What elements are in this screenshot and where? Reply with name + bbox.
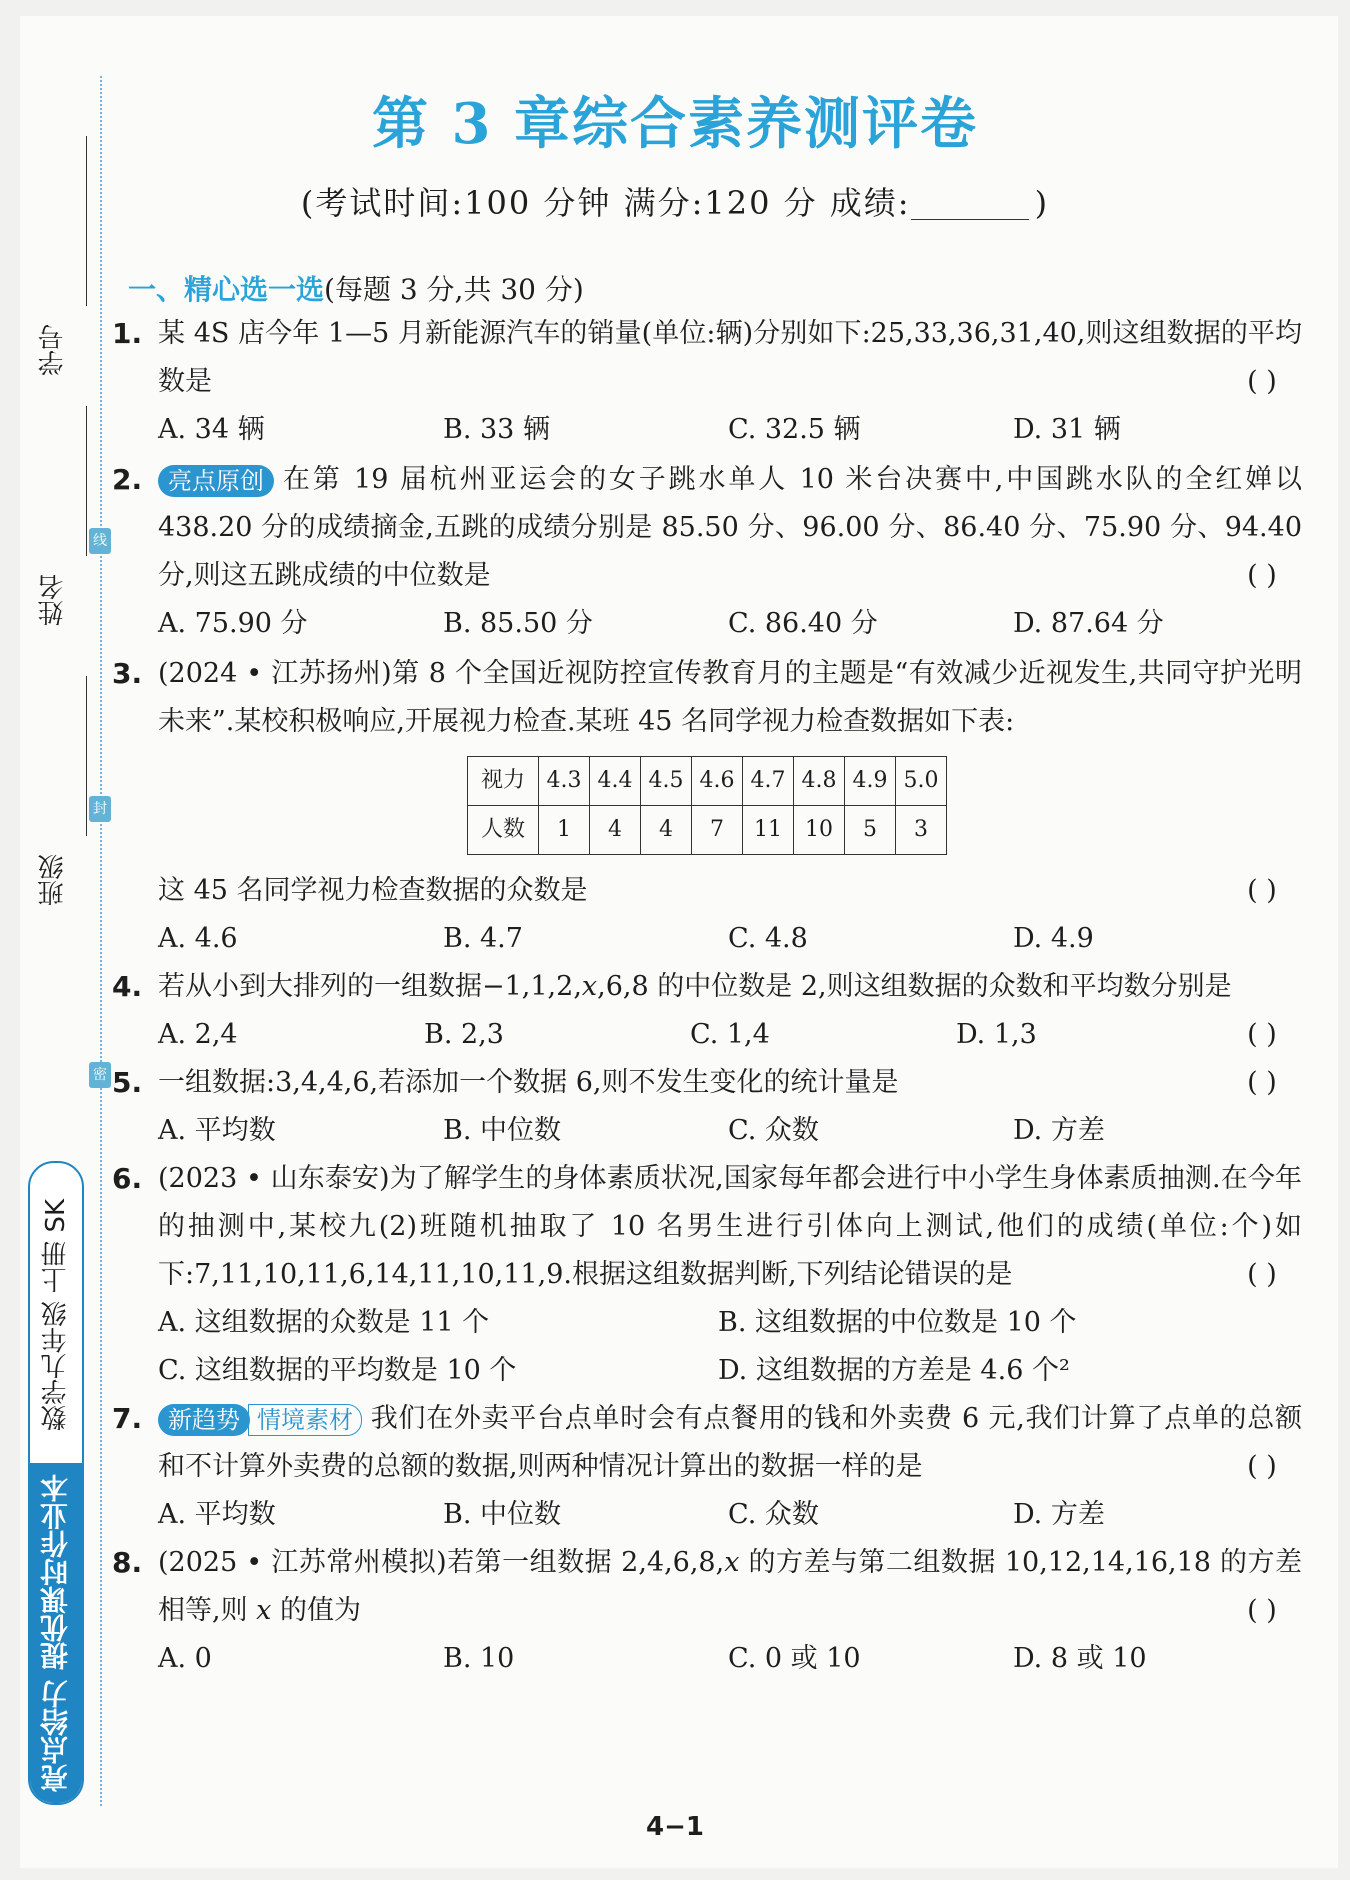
table-cell: 4.6 — [692, 757, 743, 806]
option-a[interactable]: A. 75.90 分 — [158, 608, 308, 639]
question-2 — [112, 456, 1302, 648]
table-row — [468, 757, 947, 806]
question-number: 6. — [112, 1162, 143, 1195]
option-c[interactable]: C. 这组数据的平均数是 10 个 — [158, 1355, 517, 1386]
table-cell: 7 — [692, 806, 743, 855]
answer-paren[interactable]: ( ) — [1247, 366, 1277, 397]
table-cell: 1 — [539, 806, 590, 855]
table-cell: 4 — [590, 806, 641, 855]
brand-label: 亮点给力 提优课时作业本 — [30, 1463, 82, 1803]
cut-line — [100, 76, 102, 1806]
option-b[interactable]: B. 2,3 — [424, 1019, 504, 1050]
option-d[interactable]: D. 8 或 10 — [1013, 1643, 1147, 1674]
book-label — [28, 1161, 84, 1805]
cut-mark-secret: 密 — [89, 1062, 111, 1088]
options — [158, 1635, 1302, 1683]
class-blank[interactable] — [86, 676, 87, 836]
question-text: 某 4S 店今年 1—5 月新能源汽车的销量(单位:辆)分别如下:25,33,36,31,40,则这组数据的平均数是 ( ) — [158, 310, 1302, 406]
class-field[interactable] — [34, 676, 94, 916]
question-number: 3. — [112, 657, 143, 690]
questions — [112, 310, 1302, 1683]
option-b[interactable]: B. 10 — [443, 1643, 515, 1674]
options — [158, 406, 1302, 454]
answer-paren[interactable]: ( ) — [1247, 875, 1277, 906]
table-cell: 5 — [845, 806, 896, 855]
answer-paren[interactable]: ( ) — [1247, 1259, 1277, 1290]
options — [158, 915, 1302, 963]
option-a[interactable]: A. 2,4 — [158, 1019, 238, 1050]
option-c[interactable]: C. 众数 — [728, 1499, 819, 1530]
option-a[interactable]: A. 0 — [158, 1643, 212, 1674]
grade-label: 数学九年级 上册 SK — [41, 1198, 71, 1431]
table-cell: 10 — [794, 806, 845, 855]
name-field[interactable] — [34, 396, 94, 666]
question-8 — [112, 1539, 1302, 1683]
option-a[interactable]: A. 平均数 — [158, 1499, 276, 1530]
table-cell: 4.8 — [794, 757, 845, 806]
option-a[interactable]: A. 4.6 — [158, 923, 238, 954]
question-6 — [112, 1155, 1302, 1395]
option-b[interactable]: B. 33 辆 — [443, 414, 550, 445]
option-c[interactable]: C. 4.8 — [728, 923, 808, 954]
option-b[interactable]: B. 中位数 — [443, 1499, 562, 1530]
option-d[interactable]: D. 1,3 — [956, 1019, 1037, 1050]
options — [158, 600, 1302, 648]
cut-mark-seal: 封 — [89, 796, 111, 822]
question-text: (2024 • 江苏扬州)第 8 个全国近视防控宣传教育月的主题是“有效减少近视发生,共同守护光明未来”.某校积极响应,开展视力检查.某班 45 名同学视力检查数据如下表: — [158, 658, 1302, 737]
option-c[interactable]: C. 众数 — [728, 1115, 819, 1146]
question-7 — [112, 1395, 1302, 1539]
table-cell: 4 — [641, 806, 692, 855]
answer-paren[interactable]: ( ) — [1247, 1067, 1277, 1098]
exam-info-end: ) — [1034, 184, 1050, 222]
table-row — [468, 806, 947, 855]
exam-info — [0, 178, 1350, 224]
answer-paren[interactable]: ( ) — [1247, 1451, 1277, 1482]
question-text: 亮点原创 在第 19 届杭州亚运会的女子跳水单人 10 米台决赛中,中国跳水队的全红婵以 438.20 分的成绩摘金,五跳的成绩分别是 85.50 分、96.00 分、86.40 分、75.90 分、94.40 分,则这五跳成绩的中位数是 ( ) — [158, 456, 1302, 600]
question-number: 7. — [112, 1402, 143, 1435]
trend-badge: 新趋势 — [158, 1404, 250, 1436]
question-1 — [112, 310, 1302, 454]
option-b[interactable]: B. 4.7 — [443, 923, 523, 954]
option-c[interactable]: C. 32.5 辆 — [728, 414, 861, 445]
question-text-2: 这 45 名同学视力检查数据的众数是 ( ) — [158, 867, 1302, 915]
cut-mark-line: 线 — [89, 528, 111, 554]
question-text: 一组数据:3,4,4,6,若添加一个数据 6,则不发生变化的统计量是 ( ) — [158, 1059, 1302, 1107]
option-d[interactable]: D. 方差 — [1013, 1499, 1105, 1530]
table-cell: 5.0 — [896, 757, 947, 806]
option-c[interactable]: C. 0 或 10 — [728, 1643, 861, 1674]
option-a[interactable]: A. 平均数 — [158, 1115, 276, 1146]
page-number: 4−1 — [646, 1812, 704, 1842]
table-cell: 3 — [896, 806, 947, 855]
question-text: 新趋势 情境素材 我们在外卖平台点单时会有点餐用的钱和外卖费 6 元,我们计算了点单的总额和不计算外卖费的总额的数据,则两种情况计算出的数据一样的是 ( ) — [158, 1395, 1302, 1491]
page-title: 第 3 章综合素养测评卷 — [372, 91, 978, 157]
question-number: 8. — [112, 1546, 143, 1579]
option-b[interactable]: B. 这组数据的中位数是 10 个 — [718, 1307, 1077, 1338]
option-d[interactable]: D. 87.64 分 — [1013, 608, 1164, 639]
table-header: 人数 — [468, 806, 539, 855]
question-text: (2023 • 山东泰安)为了解学生的身体素质状况,国家每年都会进行中小学生身体素质抽测.在今年的抽测中,某校九(2)班随机抽取了 10 名男生进行引体向上测试,他们的成绩(单位:个)如下:7,11,10,11,6,14,11,10,11,9.根据这组数据判断,下列结论错误的是 ( ) — [158, 1155, 1302, 1299]
options — [158, 1011, 1222, 1059]
original-badge: 亮点原创 — [158, 465, 274, 497]
vision-table — [467, 756, 947, 855]
question-3 — [112, 650, 1302, 963]
options — [158, 1107, 1302, 1155]
section-note: (每题 3 分,共 30 分) — [324, 273, 584, 306]
student-id-label: 学号 — [38, 324, 68, 376]
section-header — [128, 268, 584, 308]
option-d[interactable]: D. 方差 — [1013, 1115, 1105, 1146]
variable-x: x — [256, 1595, 272, 1626]
question-text: (2025 • 江苏常州模拟)若第一组数据 2,4,6,8,x 的方差与第二组数据 10,12,14,16,18 的方差相等,则 x 的值为 ( ) — [158, 1539, 1302, 1635]
option-c[interactable]: C. 1,4 — [690, 1019, 770, 1050]
table-cell: 4.7 — [743, 757, 794, 806]
answer-paren[interactable]: ( ) — [1247, 1595, 1277, 1626]
question-4 — [112, 963, 1302, 1059]
options — [158, 1299, 1302, 1395]
table-header: 视力 — [468, 757, 539, 806]
variable-x: x — [581, 971, 598, 1002]
answer-paren[interactable]: ( ) — [1247, 1019, 1277, 1050]
question-number: 4. — [112, 970, 143, 1003]
table-cell: 4.9 — [845, 757, 896, 806]
option-d[interactable]: D. 4.9 — [1013, 923, 1094, 954]
section-title: 一、精心选一选 — [128, 273, 325, 306]
exam-info-text: (考试时间:100 分钟 满分:120 分 成绩: — [300, 184, 911, 222]
option-b[interactable]: B. 85.50 分 — [443, 608, 593, 639]
score-blank[interactable] — [911, 189, 1029, 220]
question-number: 2. — [112, 463, 143, 496]
option-d[interactable]: D. 这组数据的方差是 4.6 个² — [718, 1355, 1070, 1386]
table-cell: 4.3 — [539, 757, 590, 806]
options — [158, 1491, 1302, 1539]
answer-paren[interactable]: ( ) — [1247, 560, 1277, 591]
question-5 — [112, 1059, 1302, 1155]
option-c[interactable]: C. 86.40 分 — [728, 608, 878, 639]
binding-sidebar — [20, 16, 125, 1868]
option-b[interactable]: B. 中位数 — [443, 1115, 562, 1146]
class-label: 班级 — [38, 854, 68, 906]
option-a[interactable]: A. 34 辆 — [158, 414, 265, 445]
name-label: 姓名 — [38, 574, 68, 626]
table-cell: 11 — [743, 806, 794, 855]
question-number: 1. — [112, 317, 143, 350]
option-d[interactable]: D. 31 辆 — [1013, 414, 1121, 445]
question-text: 若从小到大排列的一组数据−1,1,2,x,6,8 的中位数是 2,则这组数据的众数和平均数分别是 ( ) — [158, 963, 1302, 1011]
table-cell: 4.5 — [641, 757, 692, 806]
table-cell: 4.4 — [590, 757, 641, 806]
option-a[interactable]: A. 这组数据的众数是 11 个 — [158, 1307, 490, 1338]
vision-table-wrap — [112, 756, 1302, 855]
context-badge: 情境素材 — [248, 1404, 362, 1436]
name-blank[interactable] — [86, 406, 87, 556]
question-number: 5. — [112, 1066, 143, 1099]
variable-x: x — [724, 1547, 740, 1578]
